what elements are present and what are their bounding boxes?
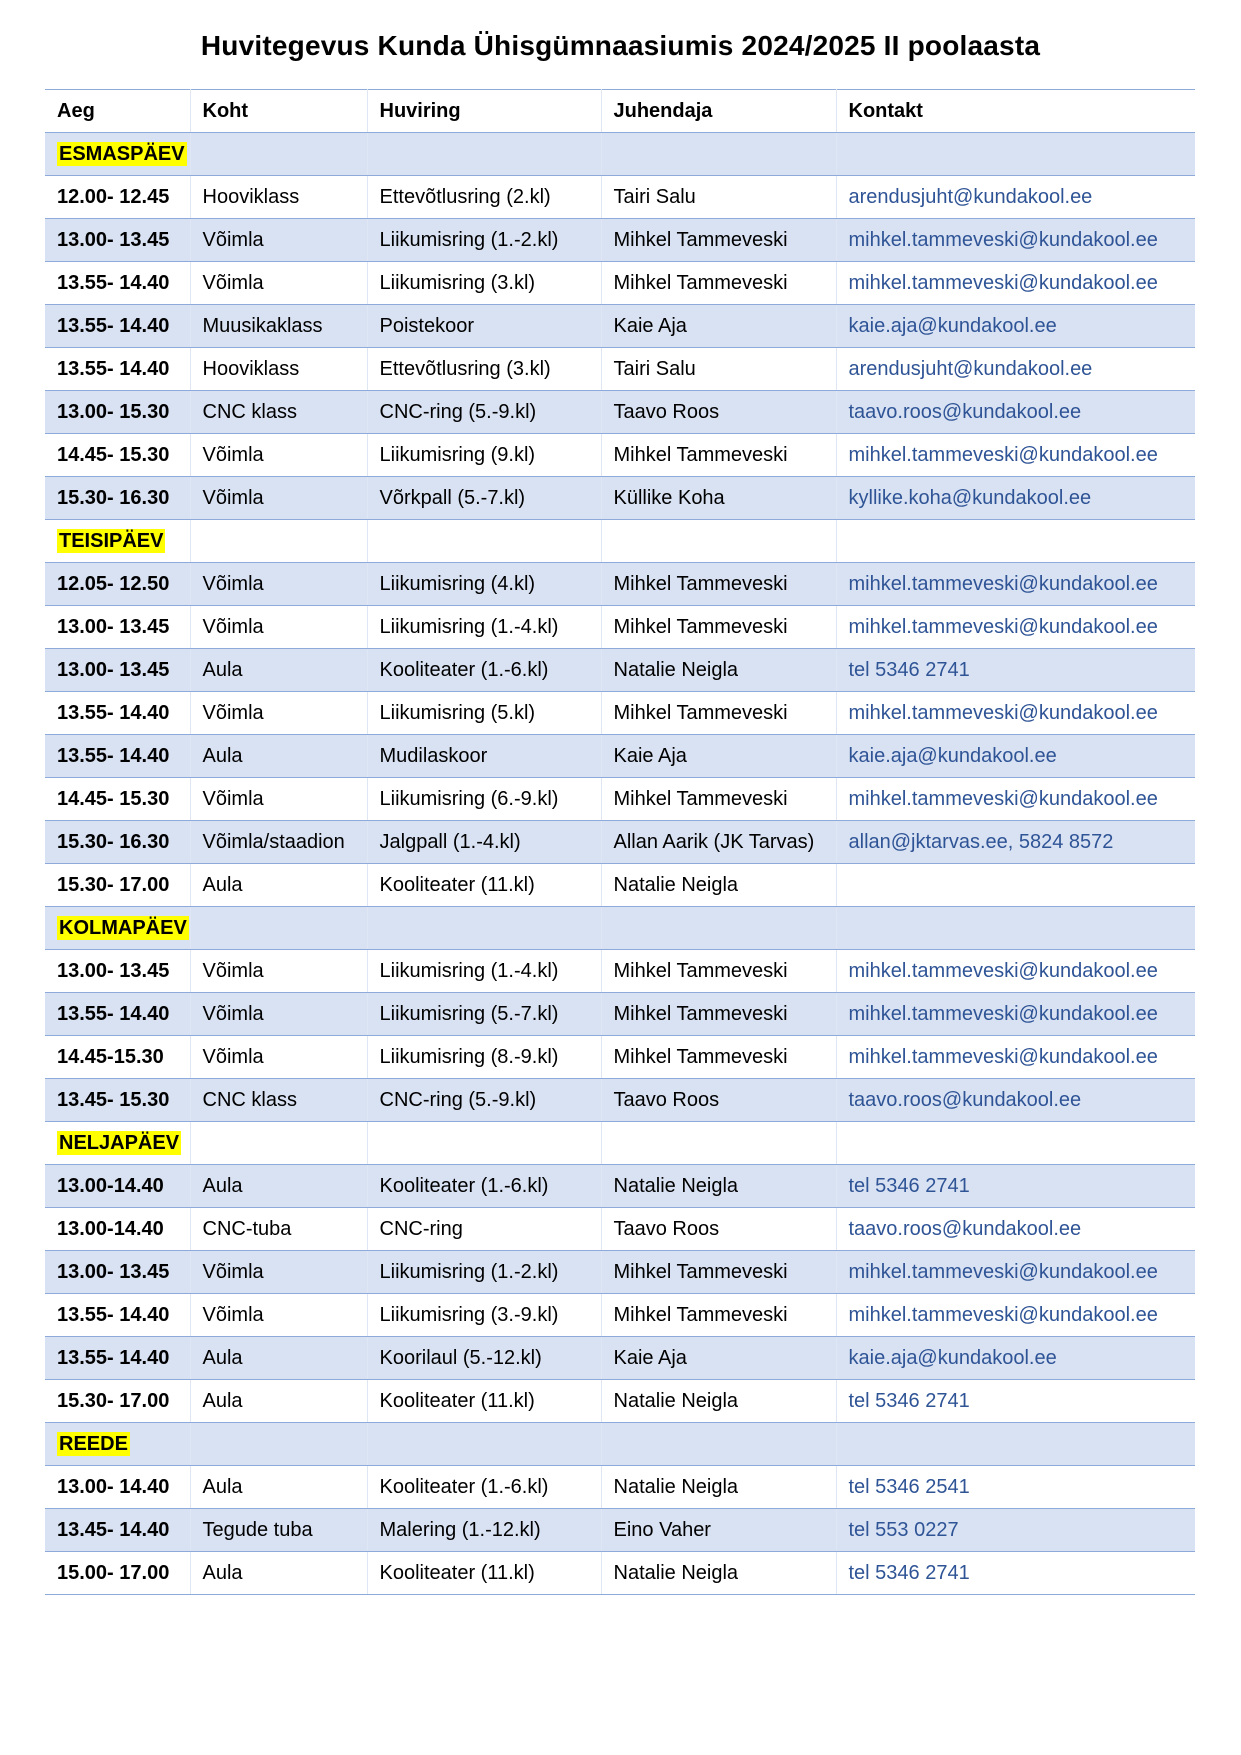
place-cell: Võimla: [190, 434, 367, 477]
empty-cell: [190, 520, 367, 563]
table-row: [45, 950, 1195, 993]
leader-cell: Mihkel Tammeveski: [601, 434, 836, 477]
table-row: [45, 262, 1195, 305]
contact-cell[interactable]: mihkel.tammeveski@kundakool.ee: [836, 778, 1195, 821]
empty-cell: [836, 1423, 1195, 1466]
time-cell: 13.00- 13.45: [45, 649, 190, 692]
empty-cell: [601, 1122, 836, 1165]
place-cell: Võimla: [190, 219, 367, 262]
activity-cell: Liikumisring (3.kl): [367, 262, 601, 305]
table-row: [45, 993, 1195, 1036]
table-row: [45, 649, 1195, 692]
activity-cell: Liikumisring (5.-7.kl): [367, 993, 601, 1036]
leader-cell: Mihkel Tammeveski: [601, 219, 836, 262]
leader-cell: Mihkel Tammeveski: [601, 262, 836, 305]
day-cell: [45, 520, 190, 563]
leader-cell: Taavo Roos: [601, 391, 836, 434]
header-row: [45, 90, 1195, 133]
time-cell: 13.55- 14.40: [45, 993, 190, 1036]
table-row: [45, 864, 1195, 907]
empty-cell: [601, 907, 836, 950]
contact-cell[interactable]: tel 553 0227: [836, 1509, 1195, 1552]
day-header-row: [45, 907, 1195, 950]
table-row: [45, 477, 1195, 520]
leader-cell: Eino Vaher: [601, 1509, 836, 1552]
table-row: [45, 735, 1195, 778]
activity-cell: Liikumisring (1.-2.kl): [367, 219, 601, 262]
contact-cell[interactable]: kaie.aja@kundakool.ee: [836, 1337, 1195, 1380]
contact-cell[interactable]: mihkel.tammeveski@kundakool.ee: [836, 993, 1195, 1036]
place-cell: Tegude tuba: [190, 1509, 367, 1552]
day-cell: [45, 1122, 190, 1165]
activity-cell: Kooliteater (1.-6.kl): [367, 1165, 601, 1208]
schedule-body: [45, 133, 1195, 1595]
place-cell: Võimla: [190, 950, 367, 993]
contact-cell[interactable]: tel 5346 2741: [836, 1380, 1195, 1423]
header-kontakt: Kontakt: [836, 90, 1195, 133]
contact-cell[interactable]: mihkel.tammeveski@kundakool.ee: [836, 262, 1195, 305]
day-label: KOLMAPÄEV: [59, 916, 187, 939]
contact-cell[interactable]: taavo.roos@kundakool.ee: [836, 391, 1195, 434]
time-cell: 13.00-14.40: [45, 1165, 190, 1208]
time-cell: 12.00- 12.45: [45, 176, 190, 219]
table-row: [45, 1165, 1195, 1208]
table-row: [45, 778, 1195, 821]
place-cell: Aula: [190, 1466, 367, 1509]
time-cell: 13.45- 14.40: [45, 1509, 190, 1552]
leader-cell: Mihkel Tammeveski: [601, 606, 836, 649]
place-cell: Võimla: [190, 1294, 367, 1337]
time-cell: 13.55- 14.40: [45, 735, 190, 778]
time-cell: 13.00- 13.45: [45, 606, 190, 649]
leader-cell: Mihkel Tammeveski: [601, 1036, 836, 1079]
contact-cell[interactable]: kaie.aja@kundakool.ee: [836, 735, 1195, 778]
activity-cell: Kooliteater (11.kl): [367, 864, 601, 907]
place-cell: Võimla: [190, 1036, 367, 1079]
empty-cell: [601, 520, 836, 563]
activity-cell: Mudilaskoor: [367, 735, 601, 778]
time-cell: 14.45- 15.30: [45, 434, 190, 477]
table-row: [45, 219, 1195, 262]
header-koht: Koht: [190, 90, 367, 133]
time-cell: 13.55- 14.40: [45, 692, 190, 735]
contact-cell: [836, 864, 1195, 907]
time-cell: 15.30- 17.00: [45, 1380, 190, 1423]
place-cell: Võimla: [190, 606, 367, 649]
activity-cell: Võrkpall (5.-7.kl): [367, 477, 601, 520]
time-cell: 15.00- 17.00: [45, 1552, 190, 1595]
leader-cell: Mihkel Tammeveski: [601, 1294, 836, 1337]
contact-cell[interactable]: mihkel.tammeveski@kundakool.ee: [836, 692, 1195, 735]
leader-cell: Taavo Roos: [601, 1208, 836, 1251]
place-cell: Võimla: [190, 993, 367, 1036]
activity-cell: Liikumisring (9.kl): [367, 434, 601, 477]
contact-cell[interactable]: mihkel.tammeveski@kundakool.ee: [836, 606, 1195, 649]
leader-cell: Natalie Neigla: [601, 1165, 836, 1208]
activity-cell: Liikumisring (5.kl): [367, 692, 601, 735]
place-cell: CNC klass: [190, 391, 367, 434]
place-cell: Hooviklass: [190, 348, 367, 391]
contact-cell[interactable]: tel 5346 2741: [836, 1165, 1195, 1208]
leader-cell: Kaie Aja: [601, 735, 836, 778]
leader-cell: Kaie Aja: [601, 1337, 836, 1380]
place-cell: Võimla: [190, 692, 367, 735]
time-cell: 13.45- 15.30: [45, 1079, 190, 1122]
table-row: [45, 692, 1195, 735]
place-cell: Aula: [190, 1380, 367, 1423]
place-cell: Võimla: [190, 563, 367, 606]
place-cell: Võimla: [190, 262, 367, 305]
empty-cell: [367, 520, 601, 563]
activity-cell: Kooliteater (11.kl): [367, 1380, 601, 1423]
leader-cell: Natalie Neigla: [601, 864, 836, 907]
time-cell: 13.55- 14.40: [45, 1337, 190, 1380]
place-cell: Muusikaklass: [190, 305, 367, 348]
header-aeg: Aeg: [45, 90, 190, 133]
time-cell: 13.00- 13.45: [45, 219, 190, 262]
place-cell: Aula: [190, 864, 367, 907]
empty-cell: [367, 907, 601, 950]
contact-cell[interactable]: mihkel.tammeveski@kundakool.ee: [836, 1036, 1195, 1079]
table-row: [45, 1380, 1195, 1423]
activity-cell: Ettevõtlusring (2.kl): [367, 176, 601, 219]
activity-cell: Liikumisring (1.-2.kl): [367, 1251, 601, 1294]
time-cell: 14.45- 15.30: [45, 778, 190, 821]
time-cell: 14.45-15.30: [45, 1036, 190, 1079]
activity-cell: Koorilaul (5.-12.kl): [367, 1337, 601, 1380]
table-row: [45, 1208, 1195, 1251]
contact-cell[interactable]: mihkel.tammeveski@kundakool.ee: [836, 1294, 1195, 1337]
place-cell: Võimla: [190, 1251, 367, 1294]
contact-cell[interactable]: arendusjuht@kundakool.ee: [836, 348, 1195, 391]
table-row: [45, 434, 1195, 477]
time-cell: 13.55- 14.40: [45, 305, 190, 348]
activity-cell: Poistekoor: [367, 305, 601, 348]
empty-cell: [367, 133, 601, 176]
activity-cell: CNC-ring: [367, 1208, 601, 1251]
contact-cell[interactable]: mihkel.tammeveski@kundakool.ee: [836, 563, 1195, 606]
leader-cell: Mihkel Tammeveski: [601, 1251, 836, 1294]
time-cell: 13.55- 14.40: [45, 1294, 190, 1337]
leader-cell: Mihkel Tammeveski: [601, 778, 836, 821]
day-header-row: [45, 520, 1195, 563]
table-row: [45, 1251, 1195, 1294]
contact-cell[interactable]: mihkel.tammeveski@kundakool.ee: [836, 950, 1195, 993]
contact-cell[interactable]: tel 5346 2741: [836, 1552, 1195, 1595]
leader-cell: Natalie Neigla: [601, 1466, 836, 1509]
place-cell: Aula: [190, 735, 367, 778]
schedule-table: [45, 89, 1195, 1595]
time-cell: 15.30- 16.30: [45, 477, 190, 520]
day-header-row: [45, 1122, 1195, 1165]
empty-cell: [836, 1122, 1195, 1165]
time-cell: 13.00- 13.45: [45, 1251, 190, 1294]
leader-cell: Tairi Salu: [601, 348, 836, 391]
activity-cell: Liikumisring (6.-9.kl): [367, 778, 601, 821]
empty-cell: [836, 133, 1195, 176]
place-cell: CNC-tuba: [190, 1208, 367, 1251]
empty-cell: [601, 133, 836, 176]
header-huviring: Huviring: [367, 90, 601, 133]
contact-cell[interactable]: kaie.aja@kundakool.ee: [836, 305, 1195, 348]
empty-cell: [190, 907, 367, 950]
table-row: [45, 391, 1195, 434]
leader-cell: Natalie Neigla: [601, 1552, 836, 1595]
leader-cell: Natalie Neigla: [601, 1380, 836, 1423]
table-row: [45, 305, 1195, 348]
empty-cell: [601, 1423, 836, 1466]
empty-cell: [367, 1423, 601, 1466]
activity-cell: Liikumisring (3.-9.kl): [367, 1294, 601, 1337]
leader-cell: Natalie Neigla: [601, 649, 836, 692]
day-label: ESMASPÄEV: [59, 142, 185, 165]
time-cell: 15.30- 17.00: [45, 864, 190, 907]
contact-cell[interactable]: arendusjuht@kundakool.ee: [836, 176, 1195, 219]
table-row: [45, 1509, 1195, 1552]
time-cell: 13.00- 13.45: [45, 950, 190, 993]
time-cell: 13.55- 14.40: [45, 262, 190, 305]
place-cell: Võimla/staadion: [190, 821, 367, 864]
table-row: [45, 606, 1195, 649]
place-cell: Aula: [190, 1165, 367, 1208]
time-cell: 13.00- 14.40: [45, 1466, 190, 1509]
empty-cell: [190, 133, 367, 176]
activity-cell: Kooliteater (1.-6.kl): [367, 1466, 601, 1509]
place-cell: Võimla: [190, 778, 367, 821]
table-row: [45, 821, 1195, 864]
leader-cell: Mihkel Tammeveski: [601, 563, 836, 606]
activity-cell: Liikumisring (1.-4.kl): [367, 606, 601, 649]
activity-cell: CNC-ring (5.-9.kl): [367, 391, 601, 434]
activity-cell: Liikumisring (4.kl): [367, 563, 601, 606]
contact-cell[interactable]: taavo.roos@kundakool.ee: [836, 1208, 1195, 1251]
time-cell: 15.30- 16.30: [45, 821, 190, 864]
activity-cell: Jalgpall (1.-4.kl): [367, 821, 601, 864]
contact-cell[interactable]: kyllike.koha@kundakool.ee: [836, 477, 1195, 520]
place-cell: Võimla: [190, 477, 367, 520]
contact-cell[interactable]: tel 5346 2541: [836, 1466, 1195, 1509]
activity-cell: Malering (1.-12.kl): [367, 1509, 601, 1552]
table-row: [45, 1466, 1195, 1509]
table-row: [45, 1552, 1195, 1595]
place-cell: Aula: [190, 1337, 367, 1380]
table-row: [45, 563, 1195, 606]
table-row: [45, 176, 1195, 219]
contact-cell[interactable]: mihkel.tammeveski@kundakool.ee: [836, 219, 1195, 262]
time-cell: 13.55- 14.40: [45, 348, 190, 391]
leader-cell: Küllike Koha: [601, 477, 836, 520]
contact-cell[interactable]: taavo.roos@kundakool.ee: [836, 1079, 1195, 1122]
place-cell: Aula: [190, 1552, 367, 1595]
activity-cell: CNC-ring (5.-9.kl): [367, 1079, 601, 1122]
place-cell: Hooviklass: [190, 176, 367, 219]
time-cell: 12.05- 12.50: [45, 563, 190, 606]
table-row: [45, 348, 1195, 391]
activity-cell: Ettevõtlusring (3.kl): [367, 348, 601, 391]
leader-cell: Tairi Salu: [601, 176, 836, 219]
contact-cell[interactable]: mihkel.tammeveski@kundakool.ee: [836, 1251, 1195, 1294]
activity-cell: Kooliteater (11.kl): [367, 1552, 601, 1595]
day-cell: [45, 133, 190, 176]
table-row: [45, 1079, 1195, 1122]
empty-cell: [190, 1122, 367, 1165]
empty-cell: [836, 520, 1195, 563]
leader-cell: Allan Aarik (JK Tarvas): [601, 821, 836, 864]
contact-cell[interactable]: tel 5346 2741: [836, 649, 1195, 692]
page-title: Huvitegevus Kunda Ühisgümnaasiumis 2024/2025 II poolaasta: [200, 30, 1041, 61]
day-cell: [45, 907, 190, 950]
time-cell: 13.00-14.40: [45, 1208, 190, 1251]
place-cell: Aula: [190, 649, 367, 692]
activity-cell: Liikumisring (1.-4.kl): [367, 950, 601, 993]
day-label: TEISIPÄEV: [59, 529, 164, 552]
header-juhendaja: Juhendaja: [601, 90, 836, 133]
empty-cell: [836, 907, 1195, 950]
activity-cell: Liikumisring (8.-9.kl): [367, 1036, 601, 1079]
contact-cell[interactable]: allan@jktarvas.ee, 5824 8572: [836, 821, 1195, 864]
contact-cell[interactable]: mihkel.tammeveski@kundakool.ee: [836, 434, 1195, 477]
day-label: NELJAPÄEV: [59, 1131, 180, 1154]
leader-cell: Mihkel Tammeveski: [601, 993, 836, 1036]
place-cell: CNC klass: [190, 1079, 367, 1122]
empty-cell: [367, 1122, 601, 1165]
table-row: [45, 1036, 1195, 1079]
table-row: [45, 1337, 1195, 1380]
table-row: [45, 1294, 1195, 1337]
day-header-row: [45, 1423, 1195, 1466]
empty-cell: [190, 1423, 367, 1466]
leader-cell: Kaie Aja: [601, 305, 836, 348]
activity-cell: Kooliteater (1.-6.kl): [367, 649, 601, 692]
leader-cell: Mihkel Tammeveski: [601, 692, 836, 735]
day-header-row: [45, 133, 1195, 176]
time-cell: 13.00- 15.30: [45, 391, 190, 434]
leader-cell: Taavo Roos: [601, 1079, 836, 1122]
day-label: REEDE: [59, 1432, 128, 1455]
day-cell: [45, 1423, 190, 1466]
leader-cell: Mihkel Tammeveski: [601, 950, 836, 993]
